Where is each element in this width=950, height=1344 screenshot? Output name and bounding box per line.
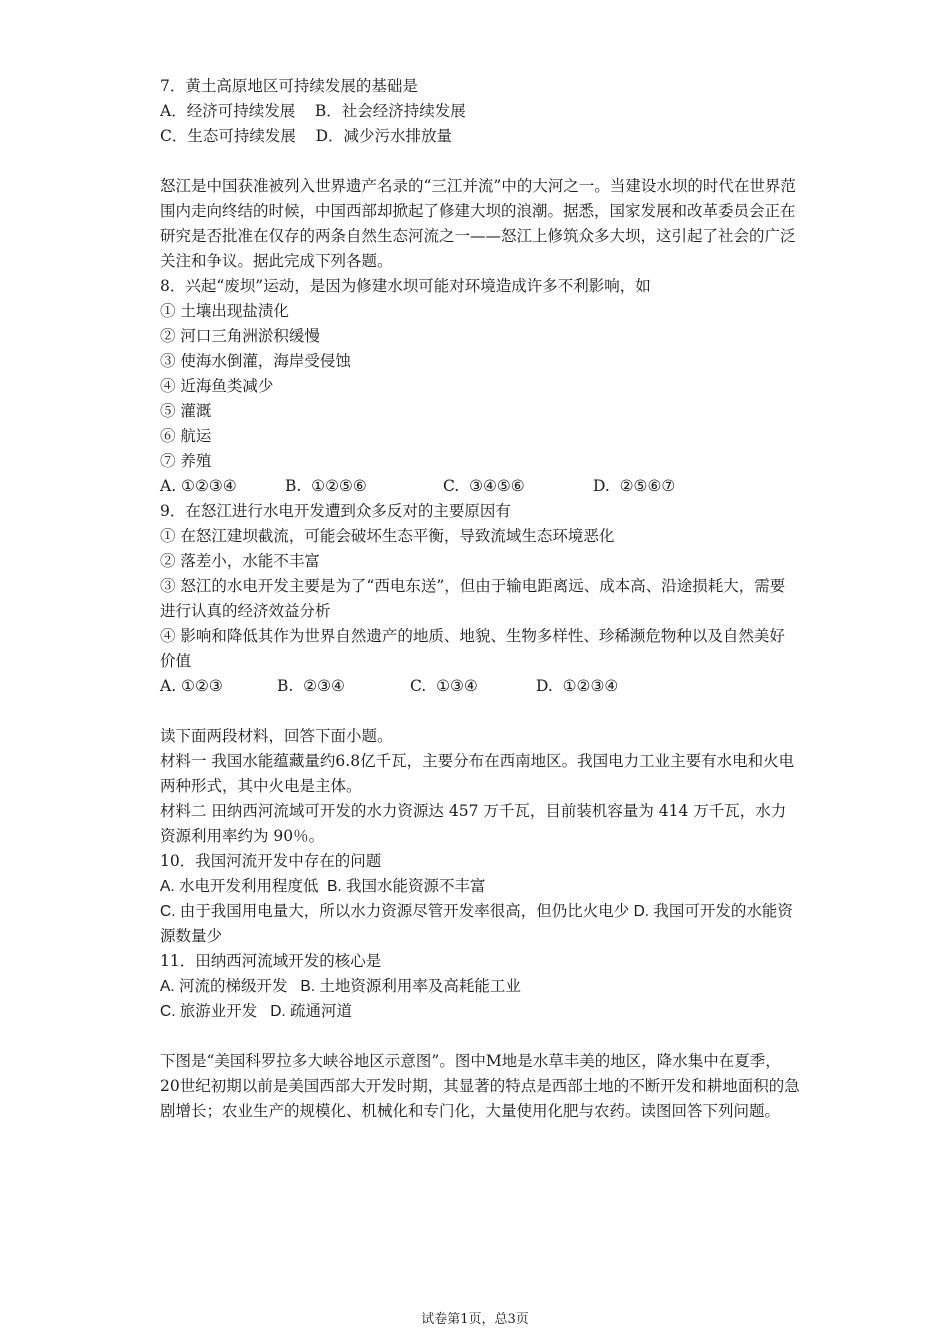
q8-item: ① 土壤出现盐渍化: [160, 302, 289, 320]
materials-intro: 读下面两段材料，回答下面小题。: [160, 727, 393, 745]
q7-options-row1: A．经济可持续发展 B．社会经济持续发展: [160, 102, 466, 120]
q10-options-row2: C. 由于我国用电量大，所以水力资源尽管开发率很高，但仍比火电少 D. 我国可开发的水能资源数量少: [160, 903, 793, 945]
q8-option-d: D. ②⑤⑥⑦: [593, 477, 676, 495]
material-two: 材料二 田纳西河流域可开发的水力资源达 457 万千瓦，目前装机容量为 414 万千瓦，水力资源利用率约为 90％。: [160, 802, 787, 845]
q8-option-c: C. ③④⑤⑥: [443, 477, 525, 495]
q8-options: [160, 474, 800, 499]
q9-option-d: D. ①②③④: [536, 677, 619, 695]
q9-option-a: A. ①②③: [160, 677, 223, 695]
exam-page-content: [160, 74, 800, 1124]
q11-options-row1: A. 河流的梯级开发 B. 土地资源利用率及高耗能工业: [160, 978, 521, 995]
q8-item: ② 河口三角洲淤积缓慢: [160, 327, 320, 345]
q9-option-c: C. ①③④: [410, 677, 478, 695]
q8-item: ③ 使海水倒灌，海岸受侵蚀: [160, 352, 351, 370]
q9-stem: 9．在怒江进行水电开发遭到众多反对的主要原因有: [160, 502, 511, 520]
q11-stem: 11．田纳西河流域开发的核心是: [160, 952, 382, 970]
q8-item: ④ 近海鱼类减少: [160, 377, 274, 395]
q9-item: ③ 怒江的水电开发主要是为了“西电东送”，但由于输电距离远、成本高、沿途损耗大，需要进行认真的经济效益分析: [160, 577, 786, 620]
q9-item: ④ 影响和降低其作为世界自然遗产的地质、地貌、生物多样性、珍稀濒危物种以及自然美好价值: [160, 627, 785, 670]
q11-options-row2: C. 旅游业开发 D. 疏通河道: [160, 1003, 353, 1020]
q9-options: [160, 674, 800, 699]
q8-option-a: A. ①②③④: [160, 477, 237, 495]
nujiang-intro: 怒江是中国获准被列入世界遗产名录的“三江并流”中的大河之一。当建设水坝的时代在世界范围内走向终结的时候，中国西部却掀起了修建大坝的浪潮。据悉，国家发展和改革委员会正在研究是否批准在仅存的两条自然生态河流之一——怒江上修筑众多大坝，这引起了社会的广泛关注和争议。据此完成下列各题。: [160, 177, 796, 270]
q8-item: ⑤ 灌溉: [160, 402, 212, 420]
q10-stem: 10．我国河流开发中存在的问题: [160, 852, 382, 870]
q9-item: ① 在怒江建坝截流，可能会破坏生态平衡，导致流域生态环境恶化: [160, 527, 615, 545]
q8-item: ⑥ 航运: [160, 427, 212, 445]
q7-options-row2: C．生态可持续发展 D．减少污水排放量: [160, 127, 452, 145]
q8-option-b: B. ①②⑤⑥: [285, 477, 367, 495]
q10-options-row1: A. 水电开发利用程度低 B. 我国水能资源不丰富: [160, 878, 486, 895]
q7-stem: 7．黄土高原地区可持续发展的基础是: [160, 77, 418, 95]
q8-stem: 8．兴起“废坝”运动，是因为修建水坝可能对环境造成许多不利影响，如: [160, 277, 651, 295]
q9-item: ② 落差小，水能不丰富: [160, 552, 320, 570]
q9-option-b: B. ②③④: [277, 677, 345, 695]
page-footer: 试卷第1页，总3页: [421, 1312, 529, 1327]
material-one: 材料一 我国水能蕴藏量约6.8亿千瓦，主要分布在西南地区。我国电力工业主要有水电和火电两种形式，其中火电是主体。: [160, 752, 795, 795]
colorado-intro: 下图是“美国科罗拉多大峡谷地区示意图”。图中M地是水草丰美的地区，降水集中在夏季，20世纪初期以前是美国西部大开发时期，其显著的特点是西部土地的不断开发和耕地面积的急剧增长；农业生产的规模化、机械化和专门化，大量使用化肥与农药。读图回答下列问题。: [160, 1052, 800, 1120]
q8-item: ⑦ 养殖: [160, 452, 212, 470]
